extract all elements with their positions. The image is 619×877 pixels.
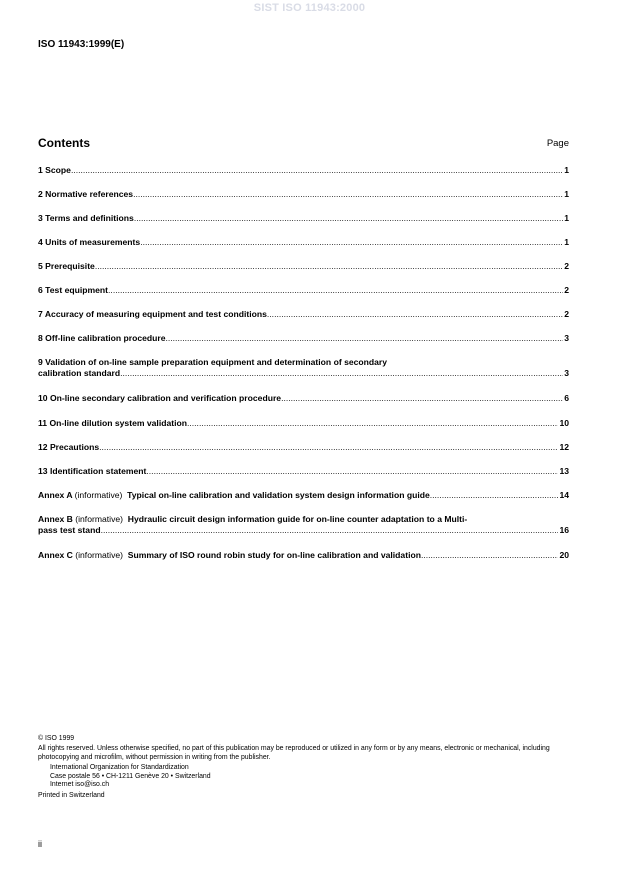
toc-annex-b[interactable]: [38, 514, 569, 536]
toc-entry-page: 1: [564, 189, 569, 199]
toc-entry-page: 14: [559, 490, 569, 500]
toc-entry-label: Summary of ISO round robin study for on-line calibration and validation: [127, 550, 421, 560]
page-number: ii: [38, 839, 42, 849]
toc-entry-1[interactable]: [38, 165, 569, 176]
annex-note: (informative): [74, 490, 123, 500]
toc-entry-page: 3: [564, 333, 569, 343]
annex-id: Annex C: [38, 550, 73, 560]
toc-entry-label: 1 Scope: [38, 165, 71, 175]
leader-dots: [267, 309, 563, 320]
leader-dots: [99, 442, 558, 453]
copyright-notice: [38, 735, 578, 801]
toc-annex-c[interactable]: [38, 550, 569, 561]
leader-dots: [134, 213, 563, 224]
annex-id: Annex A: [38, 490, 73, 500]
toc-entry-page: 13: [559, 466, 569, 476]
toc-entry-page: 2: [564, 309, 569, 319]
annex-id: Annex B: [38, 514, 73, 524]
toc-entry-label: 7 Accuracy of measuring equipment and test conditions: [38, 309, 267, 319]
toc-entry-page: 16: [559, 525, 569, 535]
toc-entry-label: 8 Off-line calibration procedure: [38, 333, 166, 343]
toc-entry-label-line1: Hydraulic circuit design information guide for on-line counter adaptation to a Multi-: [127, 514, 468, 524]
toc-entry-label: 6 Test equipment: [38, 285, 109, 295]
leader-dots: [146, 466, 558, 477]
toc-entry-12[interactable]: [38, 442, 569, 453]
toc-entry-page: 1: [564, 165, 569, 175]
leader-dots: [133, 189, 563, 200]
organization-internet: Internet iso@iso.ch: [50, 781, 110, 789]
toc-entry-label: 4 Units of measurements: [38, 237, 141, 247]
toc-entry-page: 2: [564, 285, 569, 295]
document-id: ISO 11943:1999(E): [38, 39, 125, 50]
toc-entry-label-line1: 9 Validation of on-line sample preparation equipment and determination of secondary: [38, 357, 388, 367]
toc-entry-9[interactable]: [38, 357, 569, 379]
toc-entry-2[interactable]: [38, 189, 569, 200]
toc-entry-7[interactable]: [38, 309, 569, 320]
leader-dots: [430, 490, 559, 501]
toc-entry-6[interactable]: [38, 285, 569, 296]
organization-address: Case postale 56 • CH-1211 Genève 20 • Switzerland: [50, 772, 211, 780]
toc-entry-10[interactable]: [38, 393, 569, 404]
watermark: SIST ISO 11943:2000: [253, 2, 366, 14]
toc-entry-label: Typical on-line calibration and validation system design information guide: [127, 490, 430, 500]
contents-heading: Contents: [38, 136, 90, 150]
leader-dots: [71, 165, 563, 176]
toc-entry-label: 10 On-line secondary calibration and verification procedure: [38, 393, 282, 403]
leader-dots: [140, 237, 563, 248]
toc-entry-label: 2 Normative references: [38, 189, 134, 199]
toc-entry-label: pass test stand: [38, 525, 101, 535]
leader-dots: [281, 393, 563, 404]
leader-dots: [101, 525, 559, 536]
printed-in: Printed in Switzerland: [38, 792, 105, 800]
toc-entry-4[interactable]: [38, 237, 569, 248]
toc-entry-13[interactable]: [38, 466, 569, 477]
rights-statement: All rights reserved. Unless otherwise specified, no part of this publication may be reproduced or utilized in any form or by any means, electronic or mechanical, including photocopying and microfilm, without permission in writing from the publisher.: [38, 745, 550, 761]
leader-dots: [166, 333, 564, 344]
annex-note: (informative): [75, 550, 124, 560]
toc-annex-a[interactable]: [38, 490, 569, 501]
toc-entry-label: calibration standard: [38, 368, 121, 378]
leader-dots: [421, 550, 558, 561]
toc-entry-label: 11 On-line dilution system validation: [38, 418, 187, 428]
toc-entry-8[interactable]: [38, 333, 569, 344]
toc-entry-page: 1: [564, 237, 569, 247]
toc-entry-page: 10: [559, 418, 569, 428]
toc-entry-label: 12 Precautions: [38, 442, 100, 452]
copyright-line: © ISO 1999: [38, 735, 75, 742]
leader-dots: [187, 418, 558, 429]
leader-dots: [108, 285, 563, 296]
toc-entry-3[interactable]: [38, 213, 569, 224]
page-column-label: Page: [546, 138, 569, 149]
toc-entry-page: 12: [559, 442, 569, 452]
toc-entry-page: 6: [564, 393, 569, 403]
toc-entry-label: 3 Terms and definitions: [38, 213, 134, 223]
toc-entry-5[interactable]: [38, 261, 569, 272]
leader-dots: [120, 368, 563, 379]
toc-entry-page: 3: [564, 368, 569, 378]
toc-entry-label: 13 Identification statement: [38, 466, 147, 476]
toc-entry-page: 1: [564, 213, 569, 223]
toc-entry-page: 20: [559, 550, 569, 560]
toc-entry-11[interactable]: [38, 418, 569, 429]
organization-name: International Organization for Standardization: [50, 764, 189, 772]
toc-entry-label: 5 Prerequisite: [38, 261, 95, 271]
toc-entry-page: 2: [564, 261, 569, 271]
leader-dots: [95, 261, 563, 272]
annex-note: (informative): [75, 514, 124, 524]
